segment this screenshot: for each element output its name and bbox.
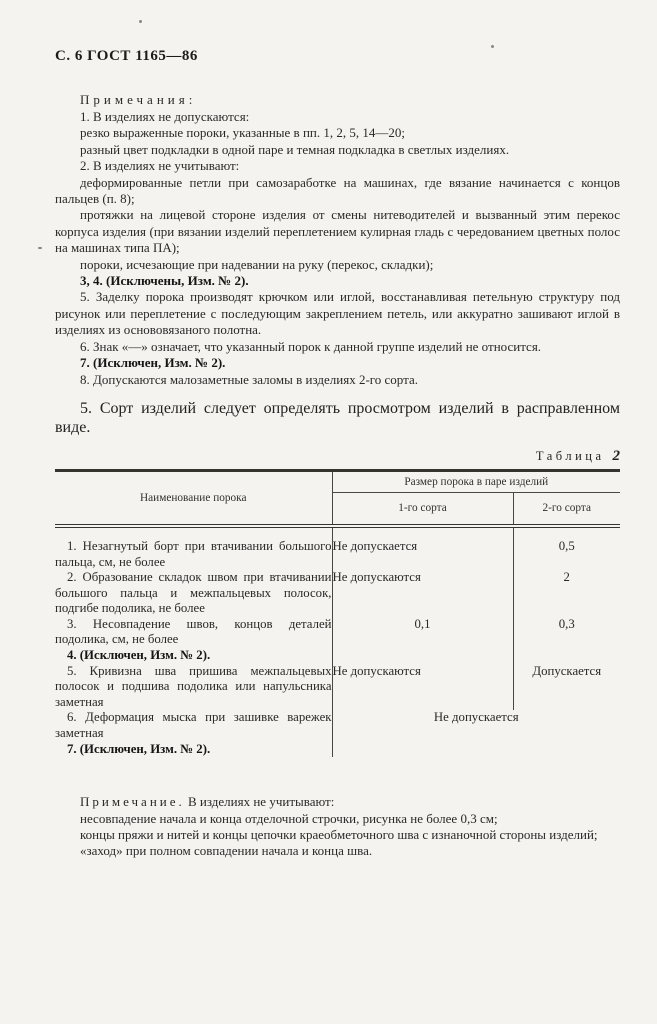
table-row (55, 710, 620, 741)
footnote-heading (55, 794, 620, 810)
column-header-grade1: 1-го сорта (332, 492, 513, 526)
footnote-label: Примечание. (80, 794, 185, 810)
note-paragraph: 8. Допускаются малозаметные заломы в изделиях 2-го сорта. (80, 371, 418, 387)
notes-section (55, 92, 620, 388)
footnote-item: несовпадение начала и конца отделочной строчки, рисунка не более 0,3 см; (80, 810, 498, 826)
cell-grade2-value: 0,3 (558, 616, 575, 631)
note-paragraph: резко выраженные пороки, указанные в пп. 1, 2, 5, 14—20; (80, 125, 405, 141)
note-paragraph-excluded: 7. (Исключен, Изм. № 2). (80, 355, 226, 371)
column-header-grade2: 2-го сорта (513, 492, 620, 526)
table-row (55, 742, 620, 758)
clause-5-paragraph: 5. Сорт изделий следует определять просмотром изделий в расправленном виде. (55, 399, 620, 437)
cell-defect-name-excluded: 7. (Исключен, Изм. № 2). (55, 742, 332, 758)
cell-defect-name: 2. Образование складок швом при втачивании большого пальца и межпальцевых полосок, подгибе подолика, не более (55, 570, 332, 616)
defect-size-table (55, 469, 620, 757)
cell-grade1-value (332, 648, 513, 664)
cell-defect-name: 5. Кривизна шва пришива межпальцевых полосок и подшива подолика или напульсника заметная (55, 663, 332, 709)
scan-speck (139, 20, 142, 23)
note-paragraph: деформированные петли при самозаработке на машинах, где вязание начинается с концов пальцев (п. 8); (55, 174, 620, 207)
footnote-item: «заход» при полном совпадении начала и конца шва. (80, 843, 373, 859)
table-caption-label: Таблица (535, 448, 605, 463)
note-paragraph: пороки, исчезающие при надевании на руку (перекос, складки); (80, 256, 434, 272)
cell-grade2-value: 0,5 (558, 538, 575, 553)
cell-defect-name-excluded: 4. (Исключен, Изм. № 2). (55, 648, 332, 664)
notes-title: Примечания: (80, 92, 197, 107)
cell-grade1-value: Не допускается (332, 526, 513, 570)
table-row (55, 617, 620, 648)
footnote-item: концы пряжи и нитей и концы цепочки краеобметочного шва с изнаночной стороны изделий; (80, 827, 598, 843)
scan-speck (38, 247, 42, 249)
page-header: С. 6 ГОСТ 1165—86 (55, 48, 198, 64)
cell-both-grades-value: Не допускается (433, 710, 519, 725)
footnote-intro: В изделиях не учитывают: (184, 794, 335, 810)
cell-grade1-value: 0,1 (332, 617, 513, 648)
note-paragraph: 1. В изделиях не допускаются: (80, 109, 250, 124)
table-row (55, 526, 620, 570)
note-paragraph: 5. Заделку порока производят крючком или иглой, восстанавливая петельную структуру под рисунок или переплетение с последующим закреплением петель, или аккуратно зашивают иглой в изделиях из основовязаного полотна. (55, 289, 620, 338)
cell-defect-name: 6. Деформация мыска при зашивке варежек заметная (55, 710, 332, 741)
table-caption (55, 448, 620, 465)
cell-grade2-value: 2 (563, 570, 570, 585)
table-header (55, 470, 620, 526)
note-paragraph: 2. В изделиях не учитывают: (80, 158, 240, 174)
cell-grade1-value: Не допускаются (332, 664, 513, 711)
cell-grade2-value (513, 648, 620, 664)
note-paragraph-excluded: 3, 4. (Исключены, Изм. № 2). (80, 273, 249, 289)
table-row (55, 648, 620, 664)
table-row (55, 664, 620, 711)
cell-both-grades-value (332, 742, 620, 758)
cell-grade2-value: Допускается (532, 663, 602, 678)
column-group-header-size: Размер порока в паре изделий (332, 470, 620, 492)
table-row (55, 570, 620, 617)
footnote-section (55, 794, 620, 860)
cell-defect-name: 1. Незагнутый борт при втачивании большого пальца, см, не более (55, 526, 332, 570)
note-paragraph: протяжки на лицевой стороне изделия от смены нитеводителей и вызванный этим перекос корпуса изделия (при вязании изделий переплетением кулирная гладь с чередованием цветных полос на машинах типа ПА); (55, 207, 620, 256)
column-header-defect-name: Наименование порока (55, 470, 332, 526)
scan-speck (491, 45, 494, 48)
table-caption-number: 2 (612, 447, 620, 464)
cell-grade1-value: Не допускаются (332, 570, 513, 617)
note-paragraph: разный цвет подкладки в одной паре и темная подкладка в светлых изделиях. (80, 141, 510, 157)
cell-defect-name: 3. Несовпадение швов, концов деталей подолика, см, не более (55, 616, 332, 647)
note-paragraph: 6. Знак «—» означает, что указанный порок к данной группе изделий не относится. (80, 338, 542, 354)
